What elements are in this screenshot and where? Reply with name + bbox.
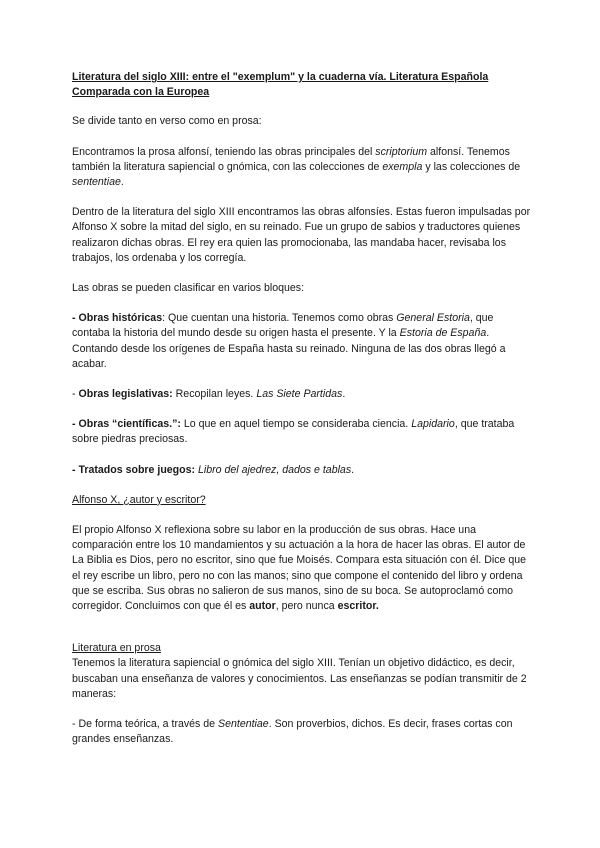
document-page	[72, 70, 534, 763]
bold-term: autor	[249, 600, 276, 613]
sapiencial-paragraph: Tenemos la literatura sapiencial o gnómica del siglo XIII. Tenían un objetivo didáctico, es decir, buscaban una enseñanza de valores y conocimientos. Las enseñanzas se podían transmitir de 2 maneras:	[72, 657, 527, 700]
section-heading-alfonso: Alfonso X, ¿autor y escritor?	[72, 493, 206, 506]
obras-alfonsies-paragraph: Dentro de la literatura del siglo XIII encontramos las obras alfonsíes. Estas fueron impulsadas por Alfonso X sobre la mitad del siglo, en su reinado. Fue un grupo de sabios y traductores quienes realizaron dichas obras. El rey era quien las promocionaba, las mandaba hacer, revisaba los trabajos, los ordenaba y los corregía.	[72, 206, 531, 264]
spacer	[72, 629, 534, 641]
bullet-label: Obras legislativas:	[78, 388, 173, 401]
italic-term: Sententiae	[218, 718, 269, 731]
text-run: Encontramos la prosa alfonsí, teniendo las obras principales del	[72, 145, 376, 158]
bullet-label: Obras “científicas.”:	[78, 418, 181, 431]
text-run: Lo que en aquel tiempo se consideraba ciencia.	[180, 418, 412, 431]
text-run: : Que cuentan una historia. Tenemos como obras	[162, 312, 397, 325]
italic-term: scriptorium	[375, 145, 428, 158]
bullet-dash: -	[72, 463, 79, 476]
italic-term: Libro del ajedrez, dados e tablas	[198, 463, 352, 476]
autor-escritor-paragraph	[72, 523, 534, 614]
text-run: . Son proverbios, dichos. Es decir, frases cortas con grandes enseñanzas.	[72, 718, 513, 746]
text-run: .	[120, 176, 124, 189]
text-run: .	[342, 388, 346, 401]
text-run: , que contaba la historia del mundo desde su origen hasta el presente. Y la	[72, 312, 494, 340]
text-run: y las colecciones de	[422, 160, 521, 173]
bullet-tratados-juegos	[72, 463, 534, 478]
text-run: , que trataba sobre piedras preciosas.	[72, 418, 515, 446]
italic-term: exempla	[382, 160, 423, 173]
bullet-obras-cientificas	[72, 417, 534, 447]
italic-term: sententiae	[72, 176, 121, 189]
italic-term: Las Siete Partidas	[256, 388, 343, 401]
text-run: - De forma teórica, a través de	[72, 718, 219, 731]
bullet-obras-legislativas	[72, 387, 534, 402]
bold-term: escritor.	[337, 600, 379, 613]
bullet-dash: -	[72, 388, 79, 401]
bullet-dash: -	[72, 418, 79, 431]
bullet-label: Obras históricas	[78, 312, 163, 325]
text-run: alfonsí. Tenemos también la literatura sapiencial o gnómica, con las colecciones de	[72, 145, 510, 173]
bullet-obras-historicas	[72, 311, 534, 372]
bullet-dash: -	[72, 312, 79, 325]
clasificacion-paragraph: Las obras se pueden clasificar en varios bloques:	[72, 282, 305, 295]
italic-term: Estoria de España	[399, 327, 487, 340]
prosa-alfonsi-paragraph	[72, 145, 534, 191]
section-heading-prosa: Literatura en prosa	[72, 642, 161, 655]
text-run: El propio Alfonso X reflexiona sobre su labor en la producción de sus obras. Hace una comparación entre los 10 mandamientos y su actuación a la hora de hacer las obras. El autor de La Biblia es Dios, pero no escritor, sino que fue Moisés. Compara esta situación con él. Dice que el rey escribe un libro, pero no con las manos; sino que compone el contenido del libro y ordena que se escriba. Sus obras no salieron de sus manos, sino de su boca. Se autoproclamó como corregidor. Concluimos con que él es	[72, 524, 527, 613]
document-title: Literatura del siglo XIII: entre el "exemplum" y la cuaderna vía. Literatura Española Comparada con la Europea	[72, 71, 489, 99]
text-run: , pero nunca	[275, 600, 338, 613]
text-run: .	[351, 463, 355, 476]
bullet-label: Tratados sobre juegos:	[78, 463, 196, 476]
italic-term: Lapidario	[411, 418, 455, 431]
italic-term: General Estoria	[396, 312, 470, 325]
text-run: Recopilan leyes.	[172, 388, 257, 401]
intro-paragraph: Se divide tanto en verso como en prosa:	[72, 115, 262, 128]
text-run: . Contando desde los orígenes de España hasta su reinado. Ninguna de las dos obras llegó a acabar.	[72, 327, 506, 370]
forma-teorica-paragraph	[72, 717, 534, 747]
